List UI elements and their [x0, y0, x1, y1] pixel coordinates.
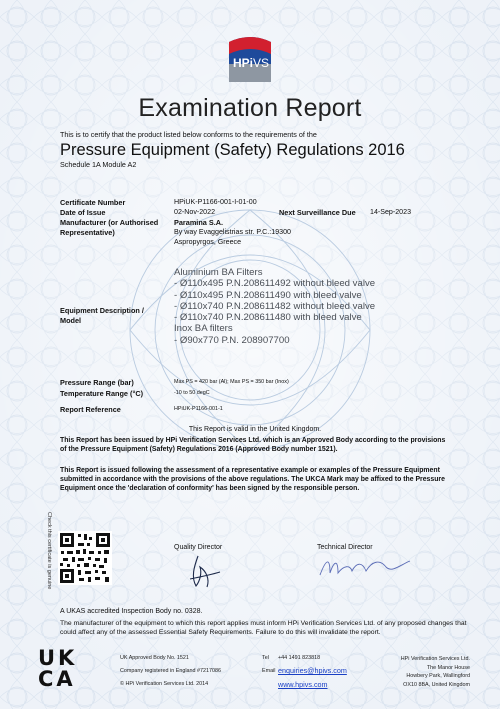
intro-text: This is to certify that the product listed below conforms to the requirements of the — [60, 130, 317, 139]
next-surveillance-value: 14-Sep-2023 — [370, 208, 412, 216]
ukca-mark-bottom: CA — [38, 667, 76, 691]
verify-side-text: Check this certificate is genuine — [46, 512, 52, 590]
footer-address-line: HPi Verification Services Ltd. — [400, 656, 470, 662]
quality-director-signature — [180, 553, 226, 591]
footer-approved: UK Approved Body No. 1521 — [120, 655, 189, 661]
quality-director-title: Quality Director — [174, 544, 223, 551]
logo-hpi: HPi — [232, 56, 253, 70]
next-surveillance-label: Next Surveillance Due — [279, 208, 356, 217]
footer-tel-label: Tel — [262, 655, 269, 661]
logo-text — [224, 56, 278, 70]
regulation-title: Pressure Equipment (Safety) Regulations 2016 — [60, 141, 405, 159]
ukas-text: A UKAS accredited Inspection Body no. 0328. — [60, 608, 203, 615]
ukca-mark — [38, 648, 88, 694]
equipment-label-1: Equipment Description / — [60, 306, 144, 315]
footer-address-line: The Manor House — [426, 664, 470, 671]
equipment-line: - Ø110x740 P.N.208611480 with bleed valve — [174, 312, 362, 324]
manufacturer-address-2: Aspropyrgos, Greece — [174, 238, 242, 246]
report-reference-label: Report Reference — [60, 405, 121, 414]
manufacturer-label-1: Manufacturer (or Authorised — [60, 218, 159, 227]
equipment-line: - Ø110x495 P.N.208611492 without bleed valve — [174, 278, 376, 290]
assessment-paragraph: This Report is issued following the assessment of a representative example or examples of the Pressure Equipment submitted in accordance with the provisions of the above regulations. The UKCA Mark may be affixed to the Pressure Equipment once the 'declaration of conformity' has been signed by the responsible person. — [60, 467, 445, 493]
equipment-line: Inox BA filters — [174, 323, 233, 335]
validity-text: This Report is valid in the United Kingdom. — [188, 426, 322, 433]
date-of-issue-value: 02-Nov-2022 — [174, 208, 216, 216]
ukca-mark-top: UK — [38, 646, 78, 670]
temperature-range-value: -10 to 50 degC — [174, 390, 210, 396]
footer-address-line: OX10 8BA, United Kingdom — [403, 681, 470, 688]
logo-vs: VS — [253, 56, 270, 70]
equipment-line: - Ø90x770 P.N. 208907700 — [174, 334, 290, 346]
report-reference-value: HPiUK-P1166-001-1 — [174, 406, 223, 412]
equipment-label-2: Model — [60, 316, 82, 325]
footer-email-link[interactable]: enquiries@hpivs.com — [278, 666, 347, 675]
equipment-description — [174, 267, 375, 346]
notice-text: The manufacturer of the equipment to which this report applies must inform HPi Verification Services Ltd. of any proposed changes that could affect any of the assessed Essential Safety Requirements. Failure to do this will invalidate the report. — [60, 620, 467, 637]
equipment-line: - Ø110x495 P.N.208611490 with bleed valve — [174, 289, 362, 301]
approved-body-paragraph: This Report has been issued by HPi Verification Services Ltd. which is an Approved Body according to the provisions of the Pressure Equipment (Safety) Regulations 2016 (Approved Body number 1521). — [60, 437, 446, 454]
equipment-line: - Ø110x740 P.N.208611482 without bleed valve — [174, 300, 376, 312]
technical-director-signature — [316, 553, 414, 581]
temperature-range-label: Temperature Range (°C) — [60, 389, 144, 398]
footer-address-line: Howbery Park, Wallingford — [406, 673, 470, 680]
footer-copyright: © HPi Verification Services Ltd. 2014 — [120, 681, 209, 687]
pressure-range-value: Max PS = 420 bar (Al); Max PS = 350 bar (Inox) — [174, 379, 289, 385]
equipment-line: Aluminium BA Filters — [174, 267, 263, 278]
qr-code[interactable] — [58, 531, 112, 585]
report-title: Examination Report — [138, 94, 362, 122]
footer-email-label: Email — [262, 668, 276, 674]
manufacturer-label-2: Representative) — [60, 228, 115, 237]
certificate-number-value: HPiUK-P1166-001-I-01-00 — [174, 198, 257, 206]
footer-address — [370, 655, 470, 689]
technical-director-title: Technical Director — [317, 544, 373, 551]
pressure-range-label: Pressure Range (bar) — [60, 378, 134, 387]
date-of-issue-label: Date of Issue — [60, 208, 106, 217]
footer-registered: Company registered in England #7217086 — [120, 668, 221, 674]
manufacturer-name: Paramina S.A. — [174, 218, 224, 227]
footer-tel: +44 1491 823818 — [278, 655, 321, 661]
manufacturer-address-1: By way Evaggelistrias str. P.C.:19300 — [174, 228, 291, 236]
schedule-text: Schedule 1A Module A2 — [60, 160, 137, 169]
certificate-number-label: Certificate Number — [60, 198, 126, 207]
footer-web-link[interactable]: www.hpivs.com — [278, 680, 328, 689]
